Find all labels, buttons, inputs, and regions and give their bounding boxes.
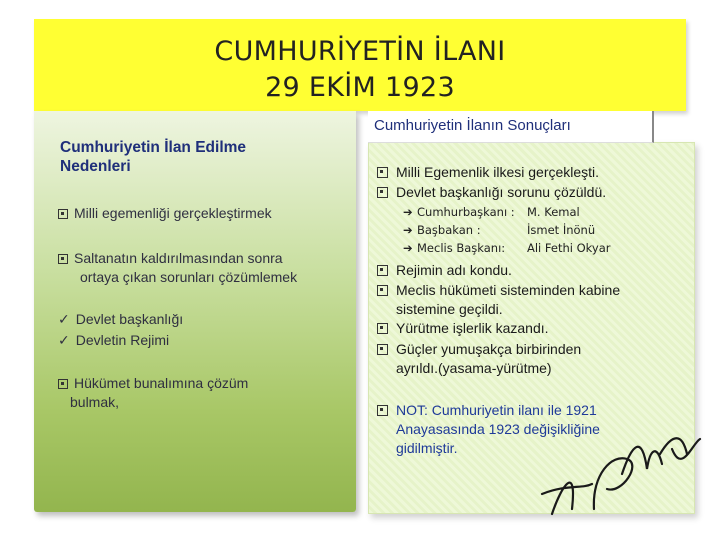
person-name: Ali Fethi Okyar	[527, 241, 611, 255]
result-text: Güçler yumuşakça birbirinden	[396, 341, 582, 357]
result-item	[377, 183, 677, 202]
arrow-icon: ➔	[403, 241, 413, 255]
list-item	[58, 249, 297, 287]
check-item	[58, 331, 169, 351]
list-item-text: bulmak,	[70, 394, 120, 410]
result-text: sistemine geçildi.	[396, 301, 503, 317]
list-item	[58, 374, 248, 412]
title-line-1: CUMHURİYETİN İLANI	[214, 36, 506, 67]
note-text: Anayasasında 1923 değişikliğine	[396, 421, 600, 437]
checkbox-bullet-icon	[58, 254, 68, 264]
note-text: gidilmiştir.	[396, 440, 458, 456]
note-text: NOT: Cumhuriyetin ilanı ile 1921	[396, 402, 597, 418]
checkbox-bullet-icon	[58, 379, 68, 389]
title-band	[34, 19, 686, 111]
checkmark-icon: ✓	[58, 312, 70, 328]
role-label: Meclis Başkanı:	[417, 241, 506, 255]
signature-icon	[532, 414, 702, 529]
left-panel	[34, 111, 356, 512]
person-name: İsmet İnönü	[527, 223, 596, 237]
right-tab	[368, 111, 654, 143]
result-item	[377, 163, 677, 182]
result-text: Yürütme işlerlik kazandı.	[396, 320, 549, 336]
list-item-text: Saltanatın kaldırılmasından sonra	[74, 250, 283, 266]
check-item-text: Devletin Rejimi	[75, 332, 170, 348]
result-text: Devlet başkanlığı sorunu çözüldü.	[396, 184, 607, 200]
result-text: ayrıldı.(yasama-yürütme)	[396, 360, 552, 376]
checkbox-bullet-icon	[58, 209, 68, 219]
check-item-text: Devlet başkanlığı	[75, 311, 184, 327]
role-label: Cumhurbaşkanı :	[417, 205, 515, 219]
result-item	[377, 261, 677, 280]
checkbox-bullet-icon	[377, 344, 388, 355]
arrow-icon: ➔	[403, 223, 413, 237]
result-item	[377, 281, 677, 319]
checkbox-bullet-icon	[377, 405, 388, 416]
result-text: Meclis hükümeti sisteminden kabine	[396, 282, 621, 298]
arrow-icon: ➔	[403, 205, 413, 219]
checkbox-bullet-icon	[377, 187, 388, 198]
checkbox-bullet-icon	[377, 285, 388, 296]
checkbox-bullet-icon	[377, 265, 388, 276]
list-item	[58, 204, 272, 223]
checkmark-icon: ✓	[58, 333, 70, 349]
list-item-text: Milli egemenliği gerçekleştirmek	[74, 205, 272, 221]
role-label: Başbakan :	[417, 223, 481, 237]
left-heading: Cumhuriyetin İlan Edilme Nedenleri	[60, 139, 247, 175]
check-item	[58, 310, 183, 330]
result-text: Rejimin adı kondu.	[396, 262, 512, 278]
title-line-2: 29 EKİM 1923	[265, 72, 455, 103]
result-text: Milli Egemenlik ilkesi gerçekleşti.	[396, 164, 600, 180]
result-item	[377, 319, 677, 338]
checkbox-bullet-icon	[377, 323, 388, 334]
checkbox-bullet-icon	[377, 167, 388, 178]
result-item	[377, 340, 677, 378]
list-item-text: Hükümet bunalımına çözüm	[74, 375, 249, 391]
person-name: M. Kemal	[527, 205, 580, 219]
right-tab-label: Cumhuriyetin İlanın Sonuçları	[374, 117, 571, 134]
list-item-text: ortaya çıkan sorunları çözümlemek	[80, 269, 298, 285]
